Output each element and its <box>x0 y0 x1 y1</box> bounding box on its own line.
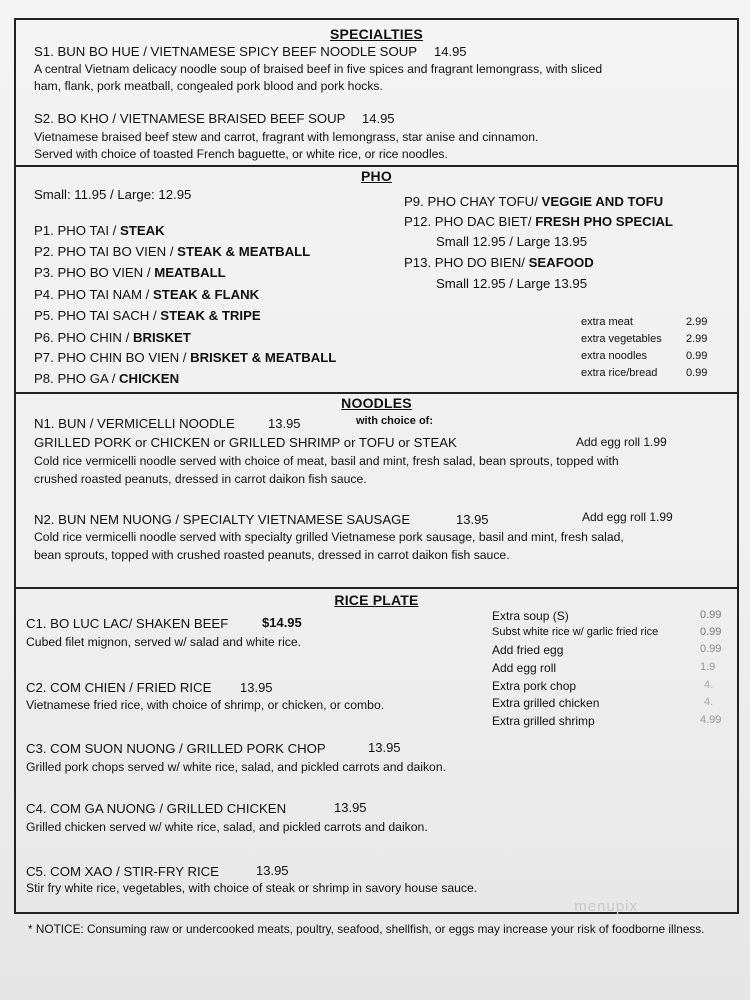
c5-price: 13.95 <box>256 863 289 878</box>
rice-extra-label: Extra pork chop <box>492 679 577 693</box>
rice-extra-label: Subst white rice w/ garlic fried rice <box>492 626 659 638</box>
pho-item-p6: P6. PHO CHIN / BRISKET <box>34 330 191 345</box>
c1-name: C1. BO LUC LAC/ SHAKEN BEEF <box>26 616 229 631</box>
c3-price: 13.95 <box>368 740 401 755</box>
rice-extra-price: 4. <box>704 679 714 691</box>
pho-extra-price: 2.99 <box>686 333 708 345</box>
rice-plate-section <box>16 588 737 910</box>
c2-name: C2. COM CHIEN / FRIED RICE <box>26 680 212 695</box>
rice-extra-label: Extra grilled chicken <box>492 696 600 710</box>
pho-size-price: Small: 11.95 / Large: 12.95 <box>34 187 192 202</box>
rice-extra-label: Add fried egg <box>492 643 564 657</box>
c3-name: C3. COM SUON NUONG / GRILLED PORK CHOP <box>26 741 326 756</box>
s1-desc-line2: ham, flank, pork meatball, congealed pork blood and pork hocks. <box>34 79 383 93</box>
rice-extra-price: 1.9 <box>700 661 716 673</box>
s1-desc-line1: A central Vietnam delicacy noodle soup of braised beef in five spices and fragrant lemongrass, with sliced <box>34 62 603 76</box>
n2-desc-line1: Cold rice vermicelli noodle served with specialty grilled Vietnamese pork sausage, basil and mint, fresh salad, <box>34 530 624 544</box>
noodles-section <box>16 393 737 588</box>
c4-price: 13.95 <box>334 800 367 815</box>
c3-desc: Grilled pork chops served w/ white rice, salad, and pickled carrots and daikon. <box>26 760 446 774</box>
pho-item-p9: P9. PHO CHAY TOFU/ VEGGIE AND TOFU <box>404 194 664 209</box>
noodles-with-choice: with choice of: <box>356 415 433 427</box>
n1-desc-line1: Cold rice vermicelli noodle served with choice of meat, basil and mint, fresh salad, bean sprouts, topped with <box>34 454 619 468</box>
pho-item-p4: P4. PHO TAI NAM / STEAK & FLANK <box>34 287 260 302</box>
c4-name: C4. COM GA NUONG / GRILLED CHICKEN <box>26 801 287 816</box>
pho-item-p5: P5. PHO TAI SACH / STEAK & TRIPE <box>34 308 261 323</box>
pho-item-p3: P3. PHO BO VIEN / MEATBALL <box>34 265 226 280</box>
n1-name: N1. BUN / VERMICELLI NOODLE <box>34 416 235 431</box>
pho-extra-price: 0.99 <box>686 367 708 379</box>
c5-name: C5. COM XAO / STIR-FRY RICE <box>26 864 219 879</box>
c1-price: $14.95 <box>262 615 302 630</box>
rice-extra-label: Extra grilled shrimp <box>492 714 595 728</box>
pho-extra-price: 2.99 <box>686 316 708 328</box>
watermark: menupix <box>574 898 638 915</box>
pho-item-p2: P2. PHO TAI BO VIEN / STEAK & MEATBALL <box>34 244 311 259</box>
n2-desc-line2: bean sprouts, topped with crushed roasted peanuts, dressed in carrot daikon fish sauce. <box>34 548 510 562</box>
n1-desc-line2: crushed roasted peanuts, dressed in carrot daikon fish sauce. <box>34 472 367 486</box>
rice-extra-label: Extra soup (S) <box>492 609 569 623</box>
c2-price: 13.95 <box>240 680 273 695</box>
s1-price: 14.95 <box>434 44 467 59</box>
pho-item-p12: P12. PHO DAC BIET/ FRESH PHO SPECIAL <box>404 214 673 229</box>
pho-item-p13: P13. PHO DO BIEN/ SEAFOOD <box>404 255 594 270</box>
s2-price: 14.95 <box>362 111 395 126</box>
s2-desc-line2: Served with choice of toasted French baguette, or white rice, or rice noodles. <box>34 147 448 161</box>
specialties-section <box>16 20 737 168</box>
c1-desc: Cubed filet mignon, served w/ salad and white rice. <box>26 635 302 649</box>
pho-extra-label: extra rice/bread <box>581 367 658 379</box>
specialties-heading: SPECIALTIES <box>330 26 423 42</box>
noodles-heading: NOODLES <box>341 395 412 411</box>
s2-desc-line1: Vietnamese braised beef stew and carrot, fragrant with lemongrass, star anise and cinnamon. <box>34 130 539 144</box>
rice-plate-heading: RICE PLATE <box>334 592 419 608</box>
n1-choices: GRILLED PORK or CHICKEN or GRILLED SHRIMP or TOFU or STEAK <box>34 435 457 450</box>
n1-price: 13.95 <box>268 416 301 431</box>
n2-name: N2. BUN NEM NUONG / SPECIALTY VIETNAMESE SAUSAGE <box>34 512 411 527</box>
pho-section <box>16 166 737 394</box>
pho-extra-label: extra noodles <box>581 350 648 362</box>
pho-extra-label: extra vegetables <box>581 333 662 345</box>
rice-extra-label: Add egg roll <box>492 661 557 675</box>
pho-item-p7: P7. PHO CHIN BO VIEN / BRISKET & MEATBALL <box>34 350 337 365</box>
s2-name: S2. BO KHO / VIETNAMESE BRAISED BEEF SOUP <box>34 111 346 126</box>
pho-heading: PHO <box>361 168 392 184</box>
n1-addon: Add egg roll 1.99 <box>576 435 667 449</box>
rice-extra-price: 4.99 <box>700 714 722 726</box>
rice-extra-price: 0.99 <box>700 626 722 638</box>
s1-name: S1. BUN BO HUE / VIETNAMESE SPICY BEEF NOODLE SOUP <box>34 44 418 59</box>
pho-item-p8: P8. PHO GA / CHICKEN <box>34 371 180 386</box>
n2-addon: Add egg roll 1.99 <box>582 510 673 524</box>
n2-price: 13.95 <box>456 512 489 527</box>
c4-desc: Grilled chicken served w/ white rice, salad, and pickled carrots and daikon. <box>26 820 428 834</box>
pho-item-p1: P1. PHO TAI / STEAK <box>34 223 165 238</box>
pho-extra-price: 0.99 <box>686 350 708 362</box>
rice-extra-price: 0.99 <box>700 643 722 655</box>
rice-extra-price: 4. <box>704 696 714 708</box>
foodborne-notice: * NOTICE: Consuming raw or undercooked meats, poultry, seafood, shellfish, or eggs may increase your risk of foodborne illness. <box>28 922 705 936</box>
c5-desc: Stir fry white rice, vegetables, with choice of steak or shrimp in savory house sauce. <box>26 881 478 895</box>
rice-extra-price: 0.99 <box>700 609 722 621</box>
c2-desc: Vietnamese fried rice, with choice of shrimp, or chicken, or combo. <box>26 698 385 712</box>
pho-p12-size-price: Small 12.95 / Large 13.95 <box>436 234 588 249</box>
pho-p13-size-price: Small 12.95 / Large 13.95 <box>436 276 588 291</box>
pho-extra-label: extra meat <box>581 316 633 328</box>
